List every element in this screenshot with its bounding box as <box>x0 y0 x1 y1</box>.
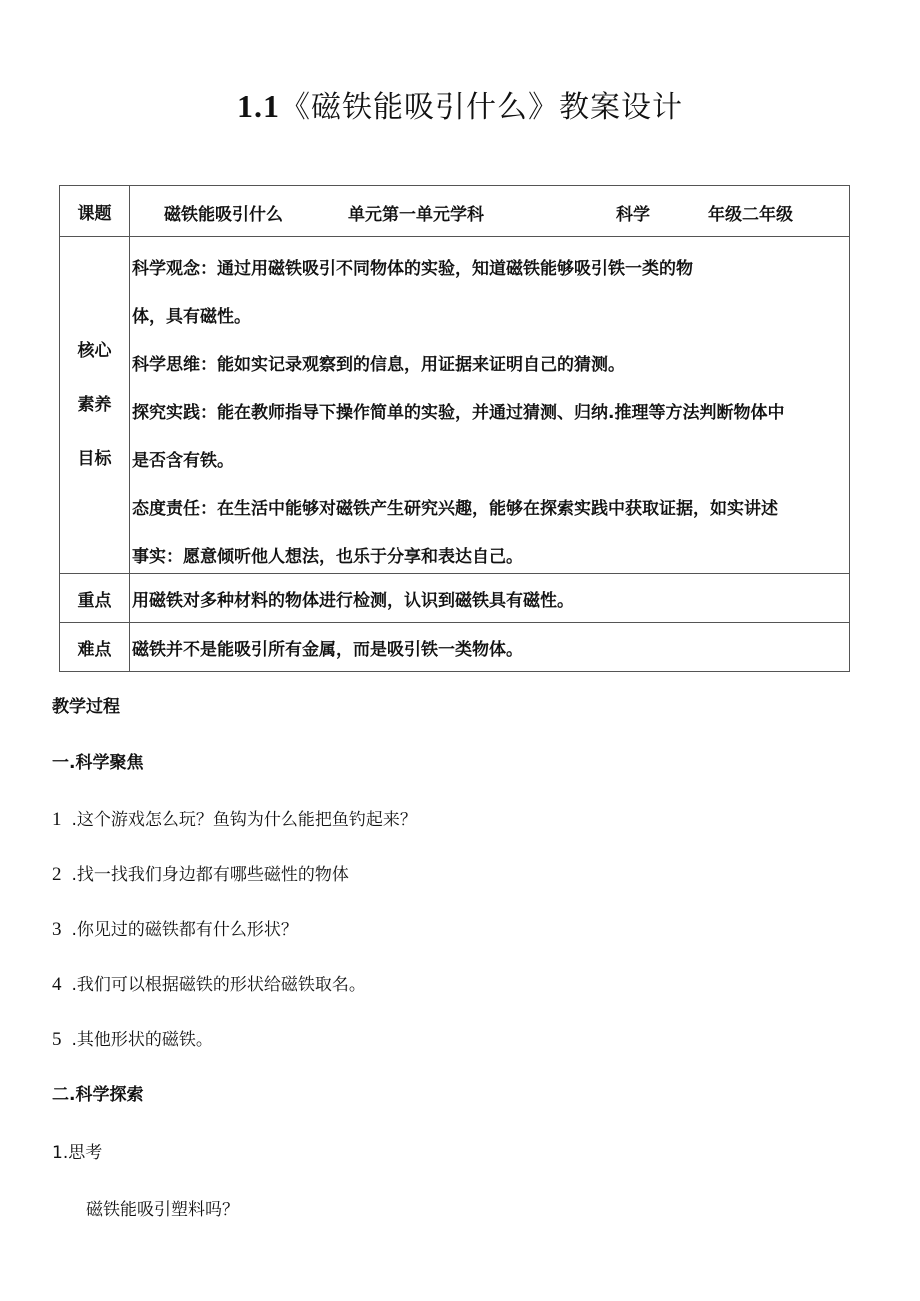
core-label-line: 核心 <box>77 341 112 361</box>
core-line: 体，具有磁性。 <box>132 307 251 327</box>
difficulty-label: 难点 <box>60 623 130 672</box>
lesson-info-table <box>59 185 850 672</box>
core-label-line: 素养 <box>77 395 112 415</box>
list-item <box>52 915 298 941</box>
subsection-think: 1.思考 <box>52 1143 103 1163</box>
core-line: 是否含有铁。 <box>132 451 234 471</box>
item-text: .我们可以根据磁铁的形状给磁铁取名。 <box>71 975 366 995</box>
difficulty-value: 磁铁并不是能吸引所有金属，而是吸引铁一类物体。 <box>130 623 850 672</box>
core-line: 态度责任：在生活中能够对磁铁产生研究兴趣，能够在探索实践中获取证据，如实讲述 <box>132 499 778 519</box>
core-label-line: 目标 <box>77 449 112 469</box>
topic-value: 磁铁能吸引什么 <box>164 205 283 225</box>
core-content <box>130 237 850 574</box>
grade-value: 年级二年级 <box>708 205 793 225</box>
list-item <box>52 970 366 996</box>
section-heading-focus: 一.科学聚焦 <box>52 753 144 773</box>
process-heading: 教学过程 <box>52 697 120 717</box>
core-line: 科学观念：通过用磁铁吸引不同物体的实验，知道磁铁能够吸引铁一类的物 <box>132 259 693 279</box>
item-number: 1 <box>52 809 62 830</box>
list-item <box>52 1025 213 1051</box>
table-row-topic <box>60 186 850 237</box>
core-line: 事实：愿意倾听他人想法，也乐于分享和表达自己。 <box>132 547 523 567</box>
item-text: .你见过的磁铁都有什么形状？ <box>71 920 298 940</box>
item-number: 5 <box>52 1029 62 1050</box>
key-label: 重点 <box>60 574 130 623</box>
core-line: 探究实践：能在教师指导下操作简单的实验，并通过猜测、归纳.推理等方法判断物体中 <box>132 403 785 423</box>
item-text: .这个游戏怎么玩？鱼钩为什么能把鱼钓起来？ <box>71 810 417 830</box>
topic-cell <box>130 186 850 237</box>
core-line: 科学思维：能如实记录观察到的信息，用证据来证明自己的猜测。 <box>132 355 625 375</box>
item-number: 2 <box>52 864 62 885</box>
section-heading-explore: 二.科学探索 <box>52 1085 144 1105</box>
table-row-key <box>60 574 850 623</box>
title-text: 《磁铁能吸引什么》教案设计 <box>280 90 683 125</box>
list-item <box>52 860 349 886</box>
core-label <box>60 237 130 574</box>
item-number: 4 <box>52 974 62 995</box>
unit-value: 单元第一单元学科 <box>348 205 484 225</box>
list-item <box>52 805 417 831</box>
item-number: 3 <box>52 919 62 940</box>
item-text: .找一找我们身边都有哪些磁性的物体 <box>71 865 349 885</box>
item-text: .其他形状的磁铁。 <box>71 1030 213 1050</box>
subject-value: 科学 <box>616 205 650 225</box>
table-row-core <box>60 237 850 574</box>
question-text: 磁铁能吸引塑料吗？ <box>86 1200 239 1220</box>
page-title <box>0 82 920 126</box>
table-row-difficulty <box>60 623 850 672</box>
title-number: 1.1 <box>237 88 280 124</box>
topic-label: 课题 <box>60 186 130 237</box>
key-value: 用磁铁对多种材料的物体进行检测，认识到磁铁具有磁性。 <box>130 574 850 623</box>
